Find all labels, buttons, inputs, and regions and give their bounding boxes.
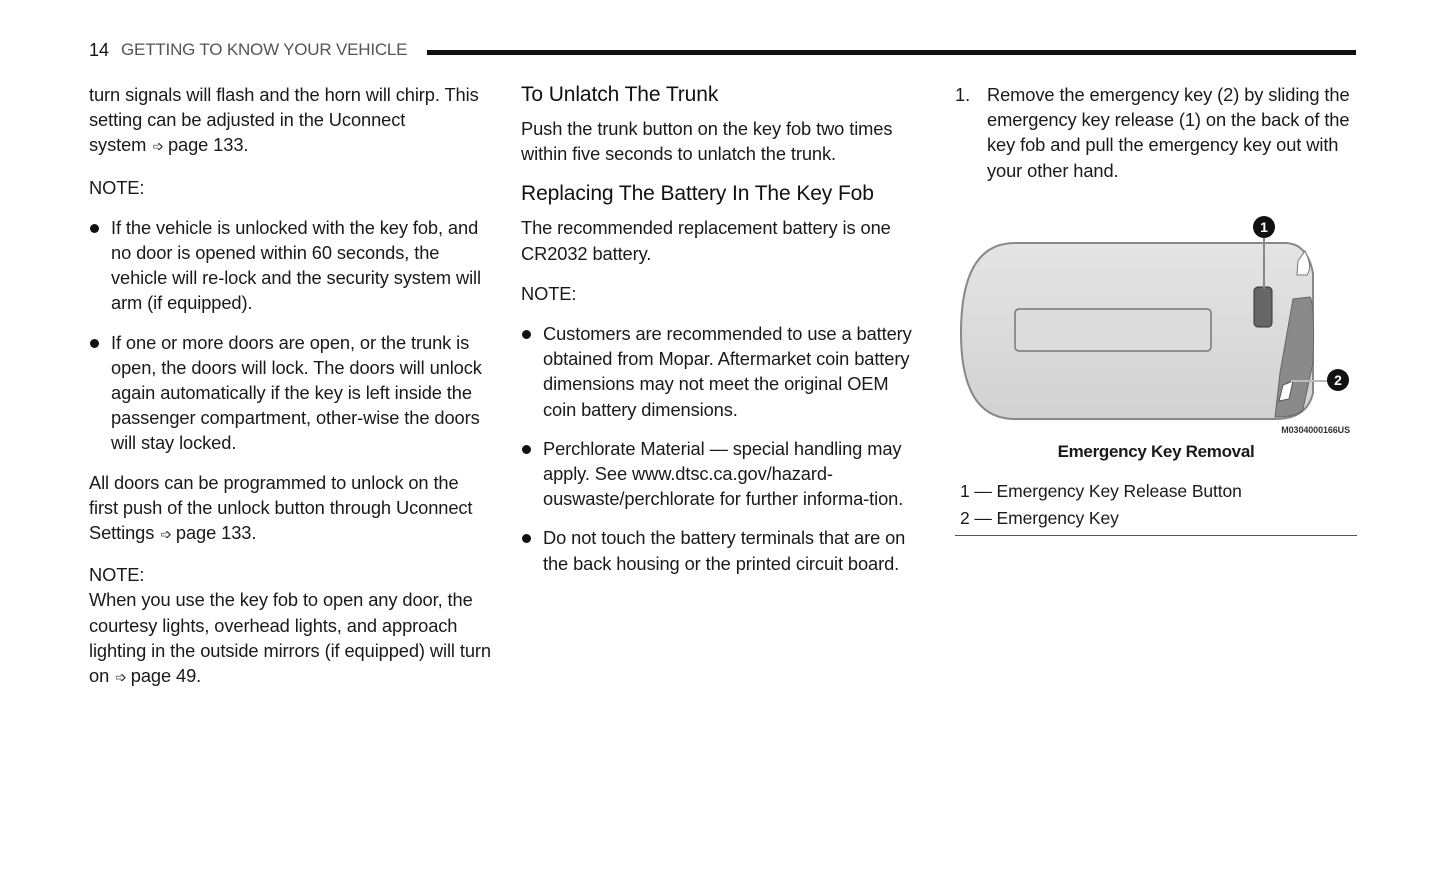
page-header (89, 38, 1356, 62)
page-number: 14 (89, 39, 110, 60)
legend-item: 2 — Emergency Key (960, 507, 1119, 528)
paragraph: Push the trunk button on the key fob two times within five seconds to unlatch the trunk. (521, 118, 893, 165)
page-ref-link[interactable]: page 133. (167, 134, 249, 156)
list-item (89, 215, 491, 316)
note-label: NOTE: (521, 282, 577, 304)
key-fob-figure (955, 213, 1357, 433)
heading-unlatch-trunk: To Unlatch The Trunk (521, 83, 719, 106)
paragraph-text: turn signals will flash and the horn will chirp. This setting can be adjusted in the Uconnect system (89, 84, 479, 156)
page-ref-link[interactable]: page 49. (130, 665, 202, 687)
list-item (521, 525, 923, 575)
paragraph (89, 470, 491, 548)
paragraph (89, 587, 491, 690)
bullet-list (521, 321, 923, 576)
step-list (955, 82, 1357, 183)
legend-item: 1 — Emergency Key Release Button (960, 481, 1242, 502)
figure-legend (955, 478, 1357, 536)
column-2 (521, 82, 923, 590)
bullet-icon (522, 534, 531, 543)
header-rule (427, 50, 1356, 55)
column-3 (955, 82, 1357, 536)
heading-replacing-battery: Replacing The Battery In The Key Fob (521, 182, 874, 206)
bullet-icon (522, 445, 531, 454)
page-ref-arrow-icon: ➩ (115, 669, 127, 686)
section-title: GETTING TO KNOW YOUR VEHICLE (121, 40, 408, 59)
page-ref-arrow-icon: ➩ (160, 526, 172, 543)
list-item-text: If the vehicle is unlocked with the key fob, and no door is opened within 60 seconds, the vehicle will re-lock and the security system will arm (if equipped). (111, 216, 481, 314)
list-item (89, 330, 491, 456)
step-item (955, 82, 1357, 183)
list-item-text: If one or more doors are open, or the trunk is open, the doors will lock. The doors will unlock again automatically if the key is left inside the passenger compartment, other-wise the doors will stay locked. (111, 331, 482, 454)
paragraph: The recommended replacement battery is one CR2032 battery. (521, 217, 891, 264)
page-ref-link[interactable]: page 133. (175, 522, 257, 544)
figure-code: M0304000166US (1281, 424, 1350, 433)
step-number: 1. (955, 84, 971, 105)
list-item (521, 321, 923, 422)
key-fob-illustration (955, 213, 1357, 433)
note-label: NOTE: (89, 564, 145, 586)
page-ref-arrow-icon: ➩ (152, 138, 164, 155)
list-item-text: Perchlorate Material — special handling may apply. See www.dtsc.ca.gov/hazard-ouswaste/perchlorate for further informa-tion. (543, 437, 904, 510)
list-item-text: Do not touch the battery terminals that are on the back housing or the printed circuit board. (543, 527, 906, 574)
list-item (521, 436, 923, 512)
bullet-icon (522, 330, 531, 339)
note-label: NOTE: (89, 176, 145, 198)
figure-caption: Emergency Key Removal (1057, 441, 1255, 461)
paragraph (89, 82, 491, 160)
callout-1-label: 1 (1260, 218, 1268, 235)
list-item-text: Customers are recommended to use a battery obtained from Mopar. Aftermarket coin battery dimensions may not meet the original OEM coin battery dimensions. (543, 323, 912, 420)
step-text: Remove the emergency key (2) by sliding the emergency key release (1) on the back of the key fob and pull the emergency key out with your other hand. (987, 84, 1350, 181)
column-1 (89, 82, 491, 705)
paragraph-text: When you use the key fob to open any door, the courtesy lights, overhead lights, and approach lighting in the outside mirrors (if equipped) will turn on (89, 589, 491, 687)
bullet-icon (90, 339, 99, 348)
paragraph-text: All doors can be programmed to unlock on the first push of the unlock button through Uconnect Settings (89, 471, 473, 544)
bullet-icon (90, 224, 99, 233)
callout-2-label: 2 (1334, 371, 1342, 388)
bullet-list (89, 215, 491, 456)
